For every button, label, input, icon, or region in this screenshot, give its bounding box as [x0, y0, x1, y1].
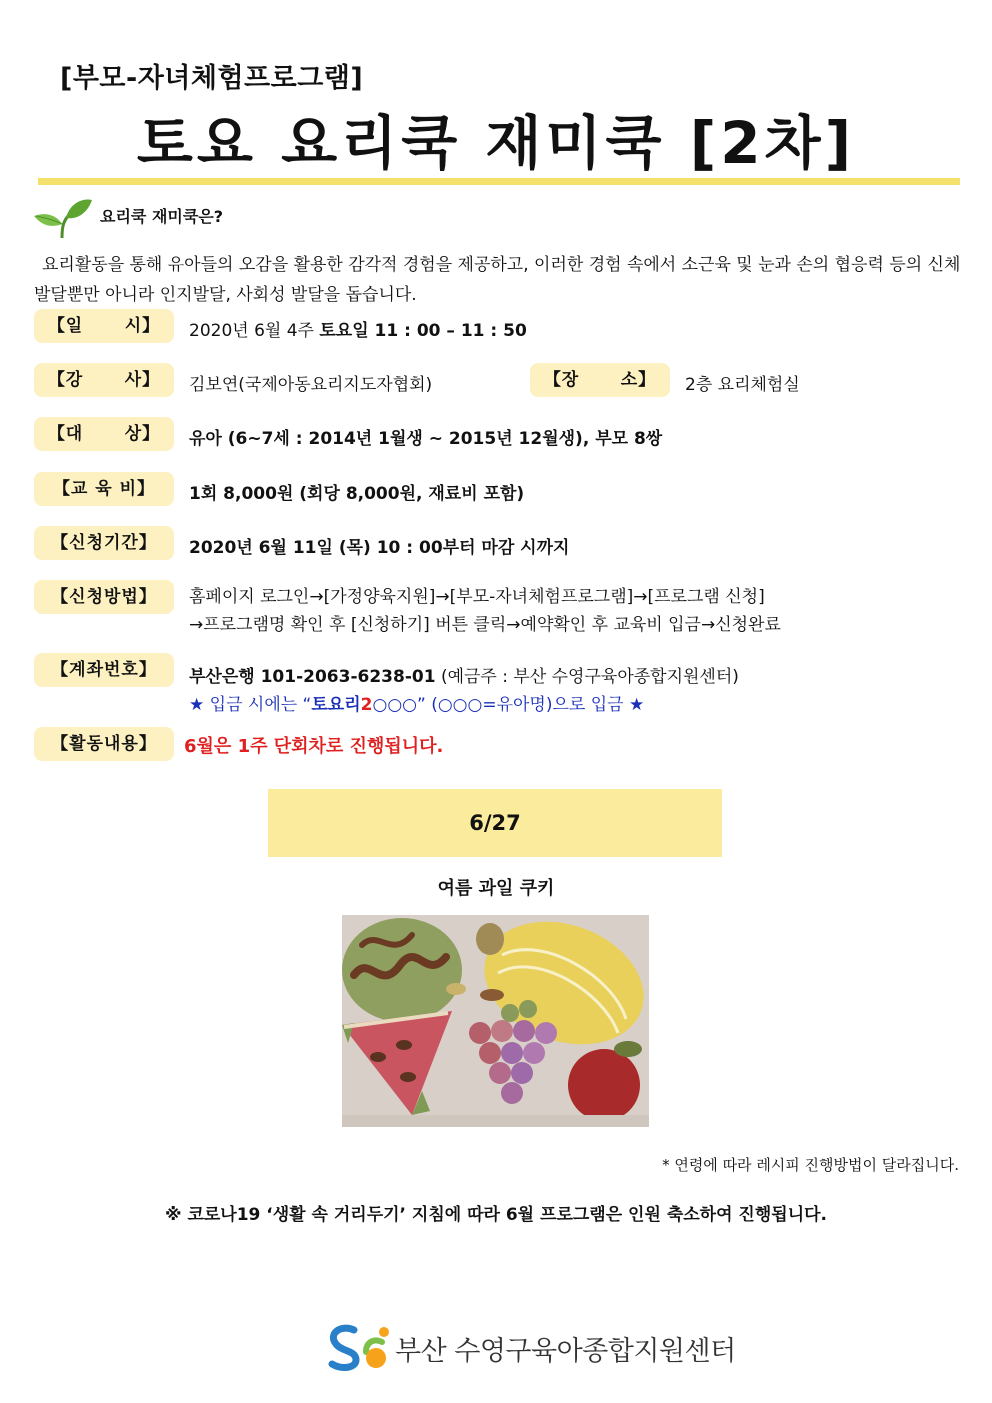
- page-title: 토요 요리쿡 재미쿡 [2차]: [136, 109, 856, 177]
- deposit-instruction: [189, 690, 644, 715]
- center-name: 부산 수영구육아종합지원센터: [395, 1336, 736, 1367]
- program-date: 6/27: [268, 789, 722, 857]
- period-value: 2020년 6월 11일 (목) 10 : 00부터 마감 시까지: [189, 538, 570, 558]
- intro-heading: 요리쿡 재미쿡은?: [100, 207, 224, 226]
- instructor-value: 김보연(국제아동요리지도자협회): [189, 375, 433, 395]
- covid-notice: ※ 코로나19 ‘생활 속 거리두기’ 지침에 따라 6월 프로그램은 인원 축소하여 진행됩니다.: [165, 1205, 827, 1225]
- deposit-prefix: ★ 입금 시에는 “: [189, 695, 312, 715]
- date-label: 【일 시】: [34, 309, 174, 343]
- method-line-1: 홈페이지 로그인→[가정양육지원]→[부모-자녀체험프로그램]→[프로그램 신청]: [189, 587, 765, 607]
- period-label: 【신청기간】: [34, 526, 174, 560]
- instructor-label: 【강 사】: [34, 363, 174, 397]
- fee-value: 1회 8,000원 (회당 8,000원, 재료비 포함): [189, 484, 525, 504]
- account-label: 【계좌번호】: [34, 653, 174, 687]
- center-logo: [326, 1322, 392, 1372]
- fee-label: 【교 육 비】: [34, 472, 174, 506]
- date-value-time: 토요일 11 : 00 – 11 : 50: [319, 321, 527, 341]
- method-line-2: →프로그램명 확인 후 [신청하기] 버튼 클릭→예약확인 후 교육비 입금→신청완료: [189, 615, 781, 635]
- sprout-icon: [32, 196, 94, 240]
- recipe-note: * 연령에 따라 레시피 진행방법이 달라집니다.: [662, 1156, 959, 1174]
- target-value: 유아 (6~7세 : 2014년 1월생 ~ 2015년 12월생), 부모 8쌍: [189, 429, 663, 449]
- place-value: 2층 요리체험실: [685, 375, 800, 395]
- deposit-keyword: 토요리: [311, 695, 361, 715]
- menu-name: 여름 과일 쿠키: [437, 878, 555, 899]
- activity-value: 6월은 1주 단회차로 진행됩니다.: [184, 736, 444, 757]
- date-value: [189, 316, 527, 341]
- date-value-plain: 2020년 6월 4주: [189, 321, 320, 341]
- title-underline: [38, 178, 960, 185]
- program-category: [부모-자녀체험프로그램]: [60, 63, 364, 94]
- account-value: [189, 662, 739, 687]
- account-holder: (예금주 : 부산 수영구육아종합지원센터): [435, 667, 739, 687]
- target-label: 【대 상】: [34, 417, 174, 451]
- intro-text: 요리활동을 통해 유아들의 오감을 활용한 감각적 경험을 제공하고, 이러한 경험 속에서 소근육 및 눈과 손의 협응력 등의 신체발달뿐만 아니라 인지발달, 사회성 발달을 돕습니다.: [34, 255, 961, 305]
- deposit-number: 2: [360, 695, 373, 715]
- account-number: 부산은행 101-2063-6238-01: [189, 667, 436, 687]
- place-label: 【장 소】: [530, 363, 670, 397]
- method-label: 【신청방법】: [34, 580, 174, 614]
- activity-label: 【활동내용】: [34, 727, 174, 761]
- fruit-cookie-photo: [342, 915, 649, 1127]
- deposit-suffix: ○○○” (○○○=유아명)으로 입금 ★: [372, 695, 645, 715]
